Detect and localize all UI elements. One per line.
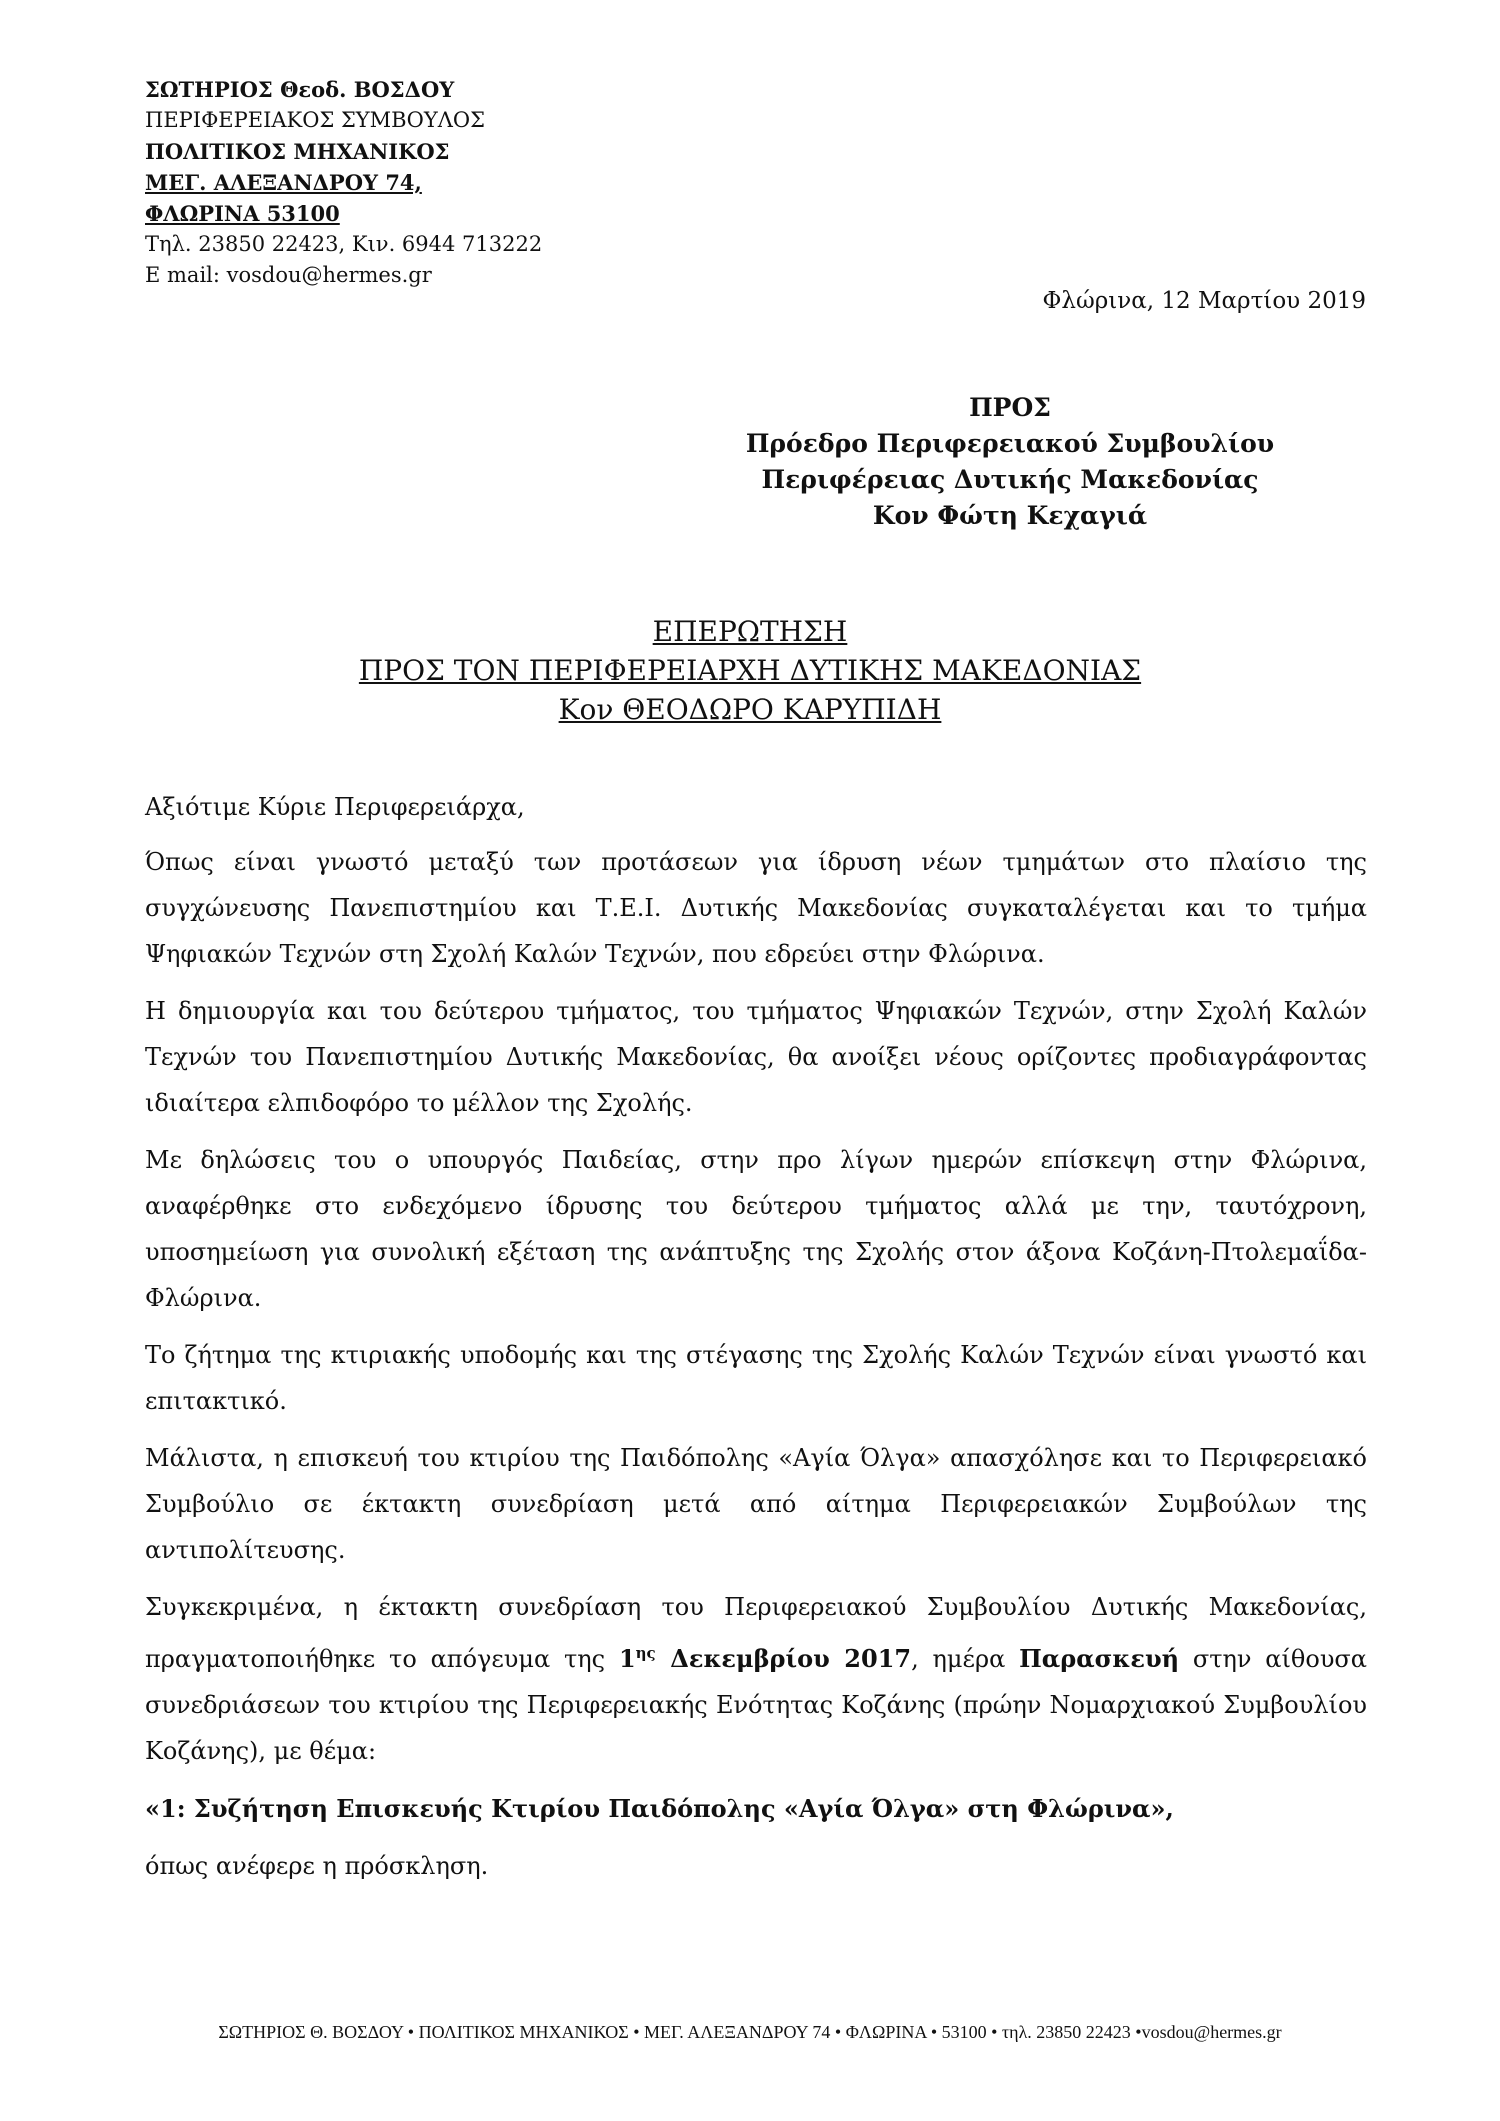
paragraph-1: Όπως είναι γνωστό μεταξύ των προτάσεων για ίδρυση νέων τμημάτων στο πλαίσιο της συγχώνευσης Πανεπιστημίου και Τ.Ε.Ι. Δυτικής Μακεδονίας συγκαταλέγεται και το τμήμα Ψηφιακών Τεχνών στη Σχολή Καλών Τεχνών, που εδρεύει στην Φλώρινα. — [145, 848, 1367, 968]
subject-block — [200, 612, 1300, 729]
sender-address: ΜΕΓ. ΑΛΕΞΑΝΔΡΟΥ 74, — [145, 170, 422, 195]
sender-city: ΦΛΩΡΙΝΑ 53100 — [145, 201, 340, 226]
paragraph-6-part-3: στην αίθουσα συνεδριάσεων του κτιρίου της Περιφερειακής Ενότητας Κοζάνης (πρώην Νομαρχιακού Συμβουλίου Κοζάνης), με θέμα: — [145, 1645, 1368, 1765]
paragraph-3: Με δηλώσεις του ο υπουργός Παιδείας, στην προ λίγων ημερών επίσκεψη στην Φλώρινα, αναφέρθηκε στο ενδεχόμενο ίδρυσης του δεύτερου τμήματος αλλά με την, ταυτόχρονη, υποσημείωση για συνολική εξέταση της ανάπτυξης της Σχολής στον άξονα Κοζάνη-Πτολεμαΐδα-Φλώρινα. — [145, 1146, 1367, 1312]
subject-line-1: ΕΠΕΡΩΤΗΣΗ — [652, 615, 848, 648]
sender-email: E mail: vosdou@hermes.gr — [145, 263, 432, 287]
meeting-day: $1^{\eta\varsigma}$ Δεκεμβρίου 2017 — [618, 1644, 912, 1673]
sender-phone: Τηλ. 23850 22423, Κιν. 6944 713222 — [145, 232, 543, 256]
footer-line: ΣΩΤΗΡΙΟΣ Θ. ΒΟΣΔΟΥ • ΠΟΛΙΤΙΚΟΣ ΜΗΧΑΝΙΚΟΣ • ΜΕΓ. ΑΛΕΞΑΝΔΡΟΥ 74 • ΦΛΩΡΙΝΑ • 53100 • τηλ. 23850 22423 •vosdou@hermes.gr — [218, 2022, 1282, 2042]
paragraph-2: Η δημιουργία και του δεύτερου τμήματος, του τμήματος Ψηφιακών Τεχνών, στην Σχολή Καλών Τεχνών του Πανεπιστημίου Δυτικής Μακεδονίας, θα ανοίξει νέους ορίζοντες προδιαγράφοντας ιδιαίτερα ελπιδοφόρο το μέλλον της Σχολής. — [145, 997, 1367, 1117]
letter-date: Φλώρινα, 12 Μαρτίου 2019 — [1042, 288, 1366, 314]
meeting-topic: «1: Συζήτηση Επισκευής Κτιρίου Παιδόπολης «Αγία Όλγα» στη Φλώρινα», — [145, 1794, 1174, 1823]
sender-name: ΣΩΤΗΡΙΟΣ Θεοδ. ΒΟΣΔΟΥ — [145, 77, 455, 102]
recipient-line-3: Κον Φώτη Κεχαγιά — [872, 501, 1148, 530]
sender-block — [145, 74, 542, 291]
salutation: Αξιότιμε Κύριε Περιφερειάρχα, — [145, 793, 525, 821]
subject-line-3: Κον ΘΕΟΔΩΡΟ ΚΑΡΥΠΙΔΗ — [558, 693, 942, 726]
sender-role: ΠΕΡΙΦΕΡΕΙΑΚΟΣ ΣΥΜΒΟΥΛΟΣ — [145, 108, 485, 132]
letter-body — [145, 787, 1367, 1889]
paragraph-6 — [145, 1584, 1367, 1774]
subject-line-2: ΠΡΟΣ ΤΟΝ ΠΕΡΙΦΕΡΕΙΑΡΧΗ ΔΥΤΙΚΗΣ ΜΑΚΕΔΟΝΙΑΣ — [358, 654, 1142, 687]
sender-profession: ΠΟΛΙΤΙΚΟΣ ΜΗΧΑΝΙΚΟΣ — [145, 139, 450, 164]
paragraph-6-part-2: , ημέρα — [911, 1645, 1020, 1673]
recipient-line-2: Περιφέρειας Δυτικής Μακεδονίας — [761, 465, 1259, 494]
recipient-line-1: Πρόεδρο Περιφερειακού Συμβουλίου — [745, 429, 1275, 458]
recipient-to: ΠΡΟΣ — [969, 393, 1051, 422]
paragraph-4: Το ζήτημα της κτιριακής υποδομής και της στέγασης της Σχολής Καλών Τεχνών είναι γνωστό και επιτακτικό. — [145, 1341, 1367, 1415]
paragraph-5: Μάλιστα, η επισκευή του κτιρίου της Παιδόπολης «Αγία Όλγα» απασχόλησε και το Περιφερειακό Συμβούλιο σε έκτακτη συνεδρίαση μετά από αίτημα Περιφερειακών Συμβούλων της αντιπολίτευσης. — [145, 1444, 1367, 1564]
topic-follow-text: όπως ανέφερε η πρόσκληση. — [145, 1852, 489, 1880]
recipient-block — [700, 390, 1320, 534]
meeting-weekday: Παρασκευή — [1019, 1644, 1180, 1673]
paragraph-6-part-1: Συγκεκριμένα, η έκτακτη συνεδρίαση του Περιφερειακού Συμβουλίου Δυτικής Μακεδονίας, πραγματοποιήθηκε το απόγευμα της — [145, 1593, 1367, 1673]
